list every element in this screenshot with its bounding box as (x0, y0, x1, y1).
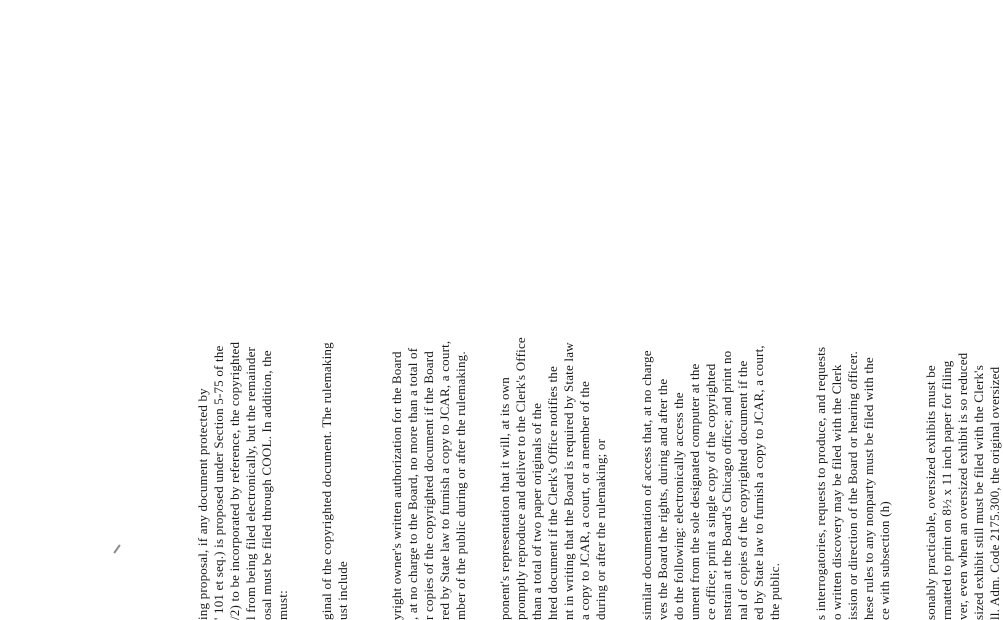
paragraph-copyrighted-document-intro (195, 100, 291, 620)
text-line: ust include (335, 561, 350, 620)
stray-pen-mark (113, 544, 120, 553)
text-line: /2) to be incorporated by reference, the copyrighted (227, 341, 242, 620)
text-line: ponent's representation that it will, at its own (497, 376, 512, 620)
text-line: ission or direction of the Board or hearing officer. (845, 350, 860, 620)
paragraph-original-copy (319, 100, 351, 620)
text-line: ginal of the copyrighted document. The rulemaking (319, 342, 334, 620)
text-line: yright owner's written authorization for the Board (389, 351, 404, 620)
text-line: ce with subsection (h) (877, 501, 892, 620)
paragraph-discovery (813, 100, 893, 620)
text-line: hese rules to any nonparty must be filed with the (861, 357, 876, 620)
text-line: ument from the sole designated computer at the (687, 363, 702, 620)
paragraph-proponent-representation (497, 100, 609, 620)
text-line: a copy to JCAR, a court, or a member of the (577, 381, 592, 620)
text-line: red by State law to furnish a copy to JCAR, a court, (437, 340, 452, 620)
text-line: ce office; print a single copy of the copyrighted (703, 363, 718, 620)
text-line: must: (275, 590, 290, 620)
paragraph-oversized-exhibits (923, 100, 1003, 620)
text-line: sonably practicable, oversized exhibits must be (923, 365, 938, 620)
text-line: ed by State law to furnish a copy to JCAR, a court, (751, 345, 766, 620)
text-line: similar documentation of access that, at no charge (639, 350, 654, 620)
text-line: ll. Adm. Code 2175.300, the original oversized (987, 366, 1002, 620)
text-line: nstrain at the Board's Chicago office; and print no (719, 350, 734, 620)
text-line: than a total of two paper originals of the (529, 402, 544, 620)
rotated-text-block (195, 100, 1003, 620)
text-line: s interrogatories, requests to produce, and requests (813, 346, 828, 620)
text-line: ' 101 et seq.) is proposed under Section 5-75 of the (211, 345, 226, 620)
text-line: r copies of the copyrighted document if the Board (421, 350, 436, 620)
text-line: hted document if the Clerk's Office notifies the (545, 366, 560, 620)
paragraph-written-authorization (389, 100, 469, 620)
text-line: ver, even when an oversized exhibit is so reduced (955, 352, 970, 620)
text-line: mber of the public during or after the rulemaking. (453, 351, 468, 620)
text-line: ing proposal, if any document protected by (195, 388, 210, 620)
text-line: ves the Board the rights, during and after the (655, 378, 670, 620)
text-line: sized exhibit still must be filed with the Clerk's (971, 365, 986, 620)
text-line: during or after the rulemaking; or (593, 438, 608, 620)
text-line: l from being filed electronically, but the remainder (243, 346, 258, 620)
text-line: promptly reproduce and deliver to the Clerk's Office (513, 337, 528, 620)
text-line: the public. (767, 562, 782, 620)
text-line: , at no charge to the Board, no more than a total of (405, 347, 420, 620)
text-line: rmatted to print on 8½ x 11 inch paper for filing (939, 360, 954, 620)
paragraph-similar-documentation (639, 100, 783, 620)
text-line: do the following: electronically access the (671, 392, 686, 620)
text-line: o written discovery may be filed with the Clerk (829, 364, 844, 620)
text-line: nt in writing that the Board is required by State law (561, 342, 576, 620)
text-line: osal must be filed through COOL. In addition, the (259, 350, 274, 620)
text-line: nal of copies of the copyrighted document if the (735, 360, 750, 620)
